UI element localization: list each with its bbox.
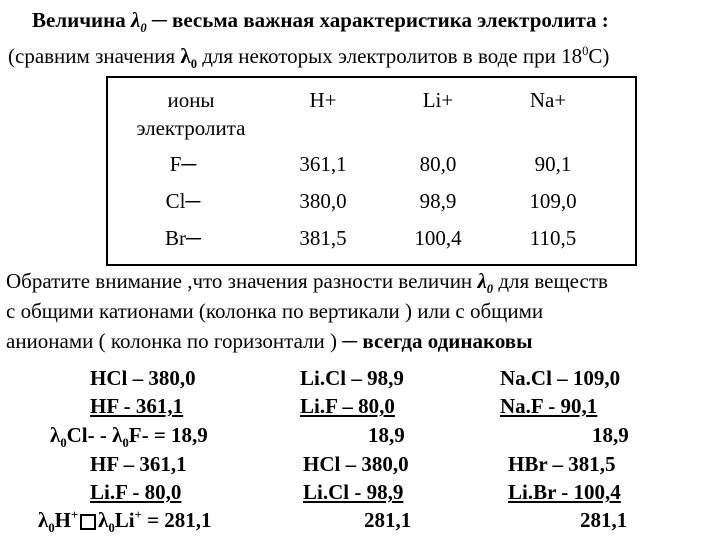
note-line-2: с общими катионами (колонка по вертикали ) или с общими — [6, 299, 544, 323]
col-header-na: Na+ — [529, 88, 567, 112]
cell-f-h: 361,1 — [299, 152, 347, 176]
eq-col1-row4: HF – 361,1 — [90, 452, 187, 476]
cell-cl-h: 380,0 — [299, 189, 347, 213]
corner-label-line2: электролита — [136, 116, 246, 140]
eq-col2-row4: HCl – 380,0 — [303, 452, 409, 476]
note-line-3: анионами ( колонка по горизонтали ) ─ всегда одинаковы — [6, 329, 533, 353]
cell-cl-na: 109,0 — [529, 189, 577, 213]
subtitle: (сравним значения $\lambda_0$ для некоторых электролитов в воде при $18^0С$) — [8, 44, 610, 72]
row-anion-br: Br─ — [165, 226, 201, 250]
eq-col3-row1: Na.Cl – 109,0 — [500, 366, 621, 390]
cell-br-na: 110,5 — [529, 226, 577, 250]
eq-col3-row3: 18,9 — [592, 423, 629, 447]
eq-col1-row6: $\lambda_0H^+$ $\lambda_0Li^+ = 281,1$ — [38, 508, 212, 536]
conductivity-table — [106, 76, 637, 266]
col-header-li: Li+ — [422, 88, 454, 112]
missing-glyph-box-icon — [80, 514, 96, 530]
eq-col2-row6: 281,1 — [364, 508, 412, 532]
cell-br-li: 100,4 — [414, 226, 462, 250]
eq-col1-row2: HF - 361,1 — [90, 394, 184, 418]
eq-col2-row5: Li.Cl - 98,9 — [303, 480, 404, 504]
cell-f-na: 90,1 — [534, 152, 572, 176]
note-line-1: Обратите внимание ,что значения разности величин $\lambda_0$ для веществ — [6, 269, 608, 297]
col-header-h: H+ — [309, 88, 337, 112]
eq-col1-row5: Li.F - 80,0 — [90, 480, 182, 504]
eq-col3-row5: Li.Br - 100,4 — [508, 480, 621, 504]
eq-col2-row2: Li.F – 80,0 — [300, 394, 395, 418]
eq-col3-row6: 281,1 — [580, 508, 628, 532]
corner-label-line1: ионы — [167, 88, 215, 112]
row-anion-cl: Cl─ — [165, 189, 201, 213]
cell-f-li: 80,0 — [419, 152, 457, 176]
eq-col3-row2: Na.F - 90,1 — [500, 394, 598, 418]
row-anion-f: F─ — [169, 152, 197, 176]
eq-col2-row1: Li.Cl – 98,9 — [300, 366, 404, 390]
eq-col2-row3: 18,9 — [368, 423, 405, 447]
cell-br-h: 381,5 — [299, 226, 347, 250]
eq-col1-row1: HCl – 380,0 — [90, 366, 196, 390]
eq-col1-row3: $\lambda_0Cl- - \lambda_0F- = 18,9$ — [50, 423, 208, 451]
cell-cl-li: 98,9 — [419, 189, 457, 213]
eq-col3-row4: HBr – 381,5 — [508, 452, 616, 476]
page-title: Величина $\lambda_0$ ─ весьма важная характеристика электролита : — [32, 8, 609, 36]
